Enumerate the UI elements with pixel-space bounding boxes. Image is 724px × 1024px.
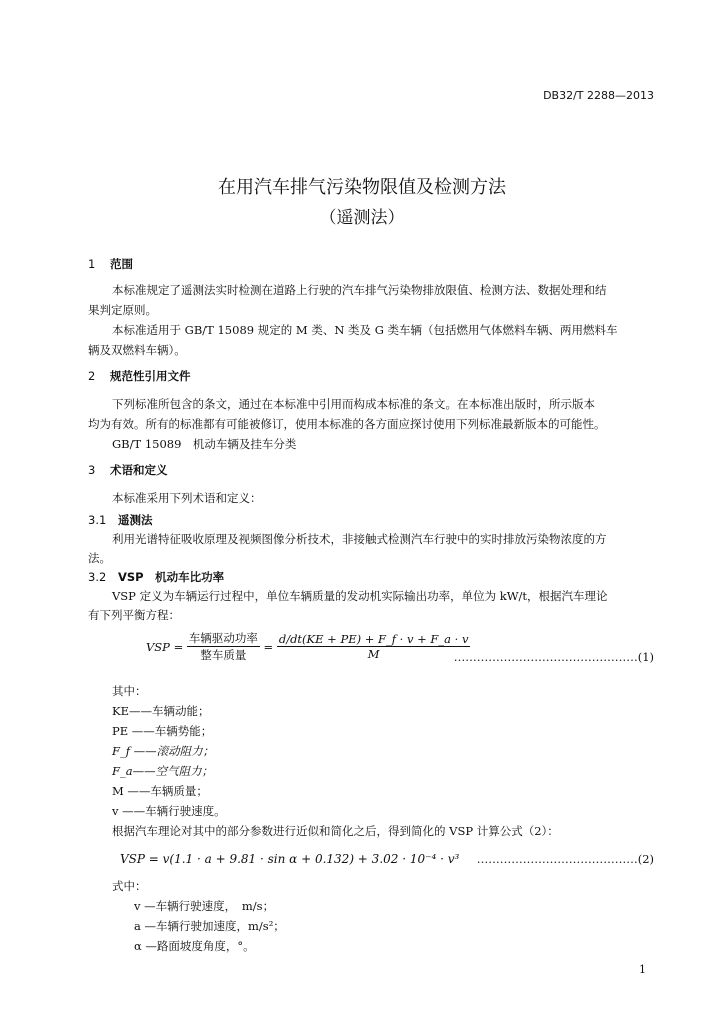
paragraph: 利用光谱特征吸收原理及视频图像分析技术，非接触式检测汽车行驶中的实时排放污染物浓度的方 (112, 532, 607, 546)
fraction-energy-over-mass (277, 632, 471, 661)
section-number: 3.1 (88, 513, 107, 527)
section-number: 3 (88, 463, 96, 477)
equation-2: VSP = v(1.1 · a + 9.81 · sin α + 0.132) + 3.02 · 10⁻⁴ · v³ (120, 852, 460, 866)
paragraph: 本标准适用于 GB/T 15089 规定的 M 类、N 类及 G 类车辆（包括燃用气体燃料车辆、两用燃料车 (112, 323, 618, 337)
paragraph: 根据汽车理论对其中的部分参数进行近似和简化之后，得到简化的 VSP 计算公式（2）： (112, 824, 559, 838)
fraction-power-over-mass (187, 630, 260, 663)
equation-lhs: VSP = (146, 639, 184, 654)
definition-item: F_a——空气阻力； (112, 764, 214, 778)
paragraph: 辆及双燃料车辆）。 (88, 343, 186, 357)
definition-item: PE ——车辆势能； (112, 724, 213, 738)
section-number: 3.2 (88, 570, 107, 584)
paragraph: 下列标准所包含的条文，通过在本标准中引用而构成本标准的条文。在本标准出版时，所示版本 (112, 397, 595, 411)
symbols-intro: 式中： (112, 879, 147, 893)
fraction-numerator: 车辆驱动功率 (188, 631, 258, 645)
section-title: 规范性引用文件 (110, 369, 191, 383)
page-number: 1 (639, 963, 646, 976)
paragraph: 法。 (88, 551, 111, 565)
section-title: 术语和定义 (110, 463, 168, 477)
equation-1 (146, 630, 470, 663)
paragraph: 均为有效。所有的标准都有可能被修订，使用本标准的各方面应探讨使用下列标准最新版本的可能性。 (88, 417, 606, 431)
fraction-denominator: M (367, 647, 380, 661)
definitions-intro: 其中： (112, 684, 147, 698)
paragraph: 果判定原则。 (88, 303, 157, 317)
paragraph: 本标准采用下列术语和定义： (112, 491, 262, 505)
definition-item: v ——车辆行驶速度。 (112, 804, 226, 818)
section-3-heading (88, 462, 168, 478)
paragraph: 有下列平衡方程： (88, 608, 180, 622)
document-subtitle: （遥测法） (319, 208, 405, 228)
section-title: 遥测法 (118, 513, 153, 527)
symbol-item: v —车辆行驶速度， m/s； (134, 899, 275, 913)
section-title: 范围 (110, 257, 133, 271)
paragraph: 本标准规定了遥测法实时检测在道路上行驶的汽车排气污染物排放限值、检测方法、数据处理和结 (112, 283, 607, 297)
reference-item: GB/T 15089 机动车辆及挂车分类 (112, 437, 297, 451)
equation-number-2: ……………………………………(2) (476, 852, 654, 866)
section-title: VSP 机动车比功率 (118, 570, 225, 584)
subsection-3-2-heading (88, 569, 224, 585)
fraction-denominator: 整车质量 (200, 648, 247, 662)
paragraph: VSP 定义为车辆运行过程中，单位车辆质量的发动机实际输出功率，单位为 kW/t，根据汽车理论 (112, 589, 608, 603)
subsection-3-1-heading (88, 512, 153, 528)
definition-item: KE——车辆动能； (112, 704, 210, 718)
section-2-heading (88, 368, 191, 384)
symbol-item: α —路面坡度角度，°。 (134, 939, 255, 953)
section-number: 2 (88, 369, 96, 383)
document-title: 在用汽车排气污染物限值及检测方法 (218, 177, 506, 198)
fraction-numerator: d/dt(KE + PE) + F_f · v + F_a · v (278, 632, 469, 646)
section-number: 1 (88, 257, 96, 271)
equation-number-1: …………………………………………(1) (453, 650, 654, 664)
definition-item: M ——车辆质量； (112, 784, 208, 798)
equals-sign: = (263, 639, 274, 654)
symbol-item: a —车辆行驶加速度，m/s²； (134, 919, 285, 933)
definition-item: F_f ——滚动阻力； (112, 744, 215, 758)
section-1-heading (88, 256, 133, 272)
standard-number: DB32/T 2288—2013 (543, 89, 654, 102)
